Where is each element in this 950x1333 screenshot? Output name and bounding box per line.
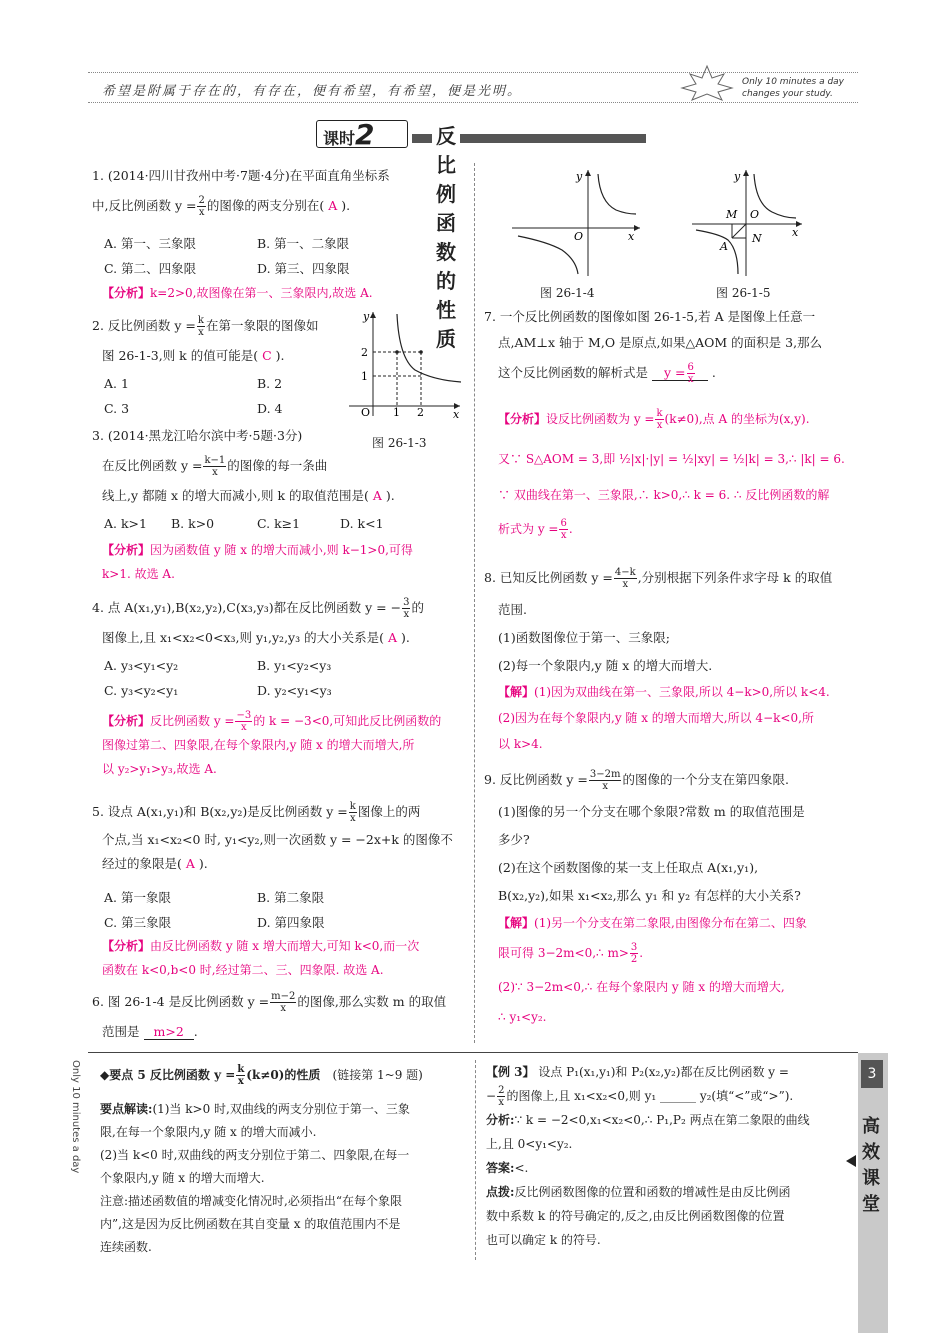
vertical-english: Only 10 minutes a day: [70, 1060, 81, 1174]
svg-text:2: 2: [417, 406, 424, 419]
question-7: 7. 一个反比例函数的图像如图 26-1-5,若 A 是图像上任意一 点,AM⊥x 轴于 M,O 是原点,如果△AOM 的面积是 3,那么 这个反比例函数的解析式是 y = $\frac{6}{x}$ .: [484, 309, 823, 385]
option: A. k>1: [104, 516, 147, 531]
answer: C: [262, 348, 272, 363]
header-motto: 希望是附属于存在的，有存在，便有希望，有希望，便是光明。: [102, 84, 523, 99]
question-9: 9. 反比例函数 y = $\frac{3-2m}{x}$ 的图像的一个分支在第四象限. (1)图像的另一个分支在哪个象限?常数 m 的取值范围是 多少? (2)在这个函数图像的某一支上任取点 A(x₁,y₁), B(x₂,y₂),如果 x₁<x₂,那么 y₁ 和 y₂ 有怎样的大小关系?: [484, 769, 805, 903]
figure-26-1-4: [508, 166, 648, 278]
svg-text:1: 1: [393, 406, 400, 419]
svg-text:O: O: [574, 230, 584, 243]
option: D. 第四象限: [257, 915, 325, 930]
option: D. 第三、四象限: [257, 261, 350, 276]
svg-text:O: O: [361, 406, 371, 419]
maple-leaf-icon: [672, 62, 742, 102]
svg-text:2: 2: [361, 346, 368, 359]
option: A. y₃<y₁<y₂: [104, 658, 179, 673]
option: D. k<1: [340, 516, 384, 531]
page-number: 3: [861, 1060, 883, 1088]
option: C. 第三象限: [104, 915, 172, 930]
answer: A: [328, 198, 338, 213]
svg-text:x: x: [628, 230, 635, 243]
svg-text:x: x: [453, 408, 460, 420]
side-label: 效: [862, 1142, 880, 1163]
triangle-marker-icon: [846, 1155, 856, 1167]
analysis-5: 【分析】由反比例函数 y 随 x 增大而增大,可知 k<0,而一次 函数在 k<0,b<0 时,经过第二、三、四象限. 故选 A.: [102, 939, 420, 977]
question-3: 3. (2014·黑龙江哈尔滨中考·5题·3分) 在反比例函数 y = $\frac{k-1}{x}$ 的图像的每一条曲 线上,y 都随 x 的增大而减小,则 k 的取值范围是( A ).: [92, 428, 395, 503]
solution-8: 【解】(1)因为双曲线在第一、三象限,所以 4−k>0,所以 k<4. (2)因为在每个象限内,y 随 x 的增大而增大,所以 4−k<0,所 以 k>4.: [498, 685, 830, 751]
svg-text:N: N: [752, 232, 762, 245]
header-english: Only 10 minutes a day changes your study.: [742, 77, 845, 99]
svg-text:1: 1: [361, 370, 368, 383]
option: A. 1: [104, 376, 129, 391]
option: C. 第二、四象限: [104, 261, 197, 276]
figure-caption: 图 26-1-3: [372, 436, 427, 450]
analysis-3: 【分析】因为函数值 y 随 x 的增大而减小,则 k−1>0,可得 k>1. 故选 A.: [102, 543, 413, 581]
svg-text:y: y: [363, 310, 370, 323]
option: C. k≥1: [257, 516, 301, 531]
example-3: 【例 3】 设点 P₁(x₁,y₁)和 P₂(x₂,y₂)都在反比例函数 y = − $\frac{2}{x}$ 的图像上,且 x₁<x₂<0,则 y₁ ______ y₂(填“<”或“>”). 分析:∵ k = −2<0,x₁<x₂<0,∴ P₁,P₂ 两点在第二象限的曲线 上,且 0<y₁<y₂. 答案:<. 点拨:反比例函数图像的位置和函数的增减性是由反比例函 数中系数 k 的符号确定的,反之,由反比例函数图像的位置 也可以确定 k 的符号.: [486, 1065, 810, 1247]
figure-26-1-3: [345, 308, 465, 420]
side-label: 高: [862, 1116, 880, 1137]
figure-26-1-5: [688, 166, 808, 278]
side-label: 课: [862, 1168, 880, 1189]
figure-caption: 图 26-1-4: [540, 286, 595, 300]
option: B. k>0: [171, 516, 215, 531]
lesson-badge: 课时2: [316, 120, 408, 148]
question-4: 4. 点 A(x₁,y₁),B(x₂,y₂),C(x₃,y₃)都在反比例函数 y = − $\frac{3}{x}$ 的 图像上,且 x₁<x₂<0<x₃,则 y₁,y₂,y₃ 的大小关系是( A ).: [92, 597, 424, 645]
svg-text:O: O: [750, 208, 760, 221]
svg-text:M: M: [726, 208, 738, 221]
svg-text:A: A: [720, 240, 728, 253]
keypoint-body: 要点解读:(1)当 k>0 时,双曲线的两支分别位于第一、三象 限,在每一个象限内,y 随 x 的增大而减小. (2)当 k<0 时,双曲线的两支分别位于第二、四象限,在每一 个象限内,y 随 x 的增大而增大. 注意:描述函数值的增减变化情况时,必须指出“在每个象限 内”,这是因为反比例函数在其自变量 x 的取值范围内不是 连续函数.: [100, 1102, 410, 1254]
answer: A: [372, 488, 382, 503]
option: B. 第二象限: [257, 890, 325, 905]
analysis-4: 【分析】反比例函数 y = $\frac{-3}{x}$ 的 k = −3<0,可知此反比例函数的 图像过第二、四象限,在每个象限内,y 随 x 的增大而增大,所 以 y₂>y₁>y₃,故选 A.: [102, 710, 442, 776]
keypoint-title: ◆要点 5 反比例函数 y = $\frac{k}{x}$ (k≠0)的性质 (链接第 1~9 题): [100, 1064, 423, 1087]
option: D. 4: [257, 401, 283, 416]
svg-text:x: x: [792, 226, 799, 239]
option: B. 第一、二象限: [257, 236, 350, 251]
question-2: 2. 反比例函数 y = $\frac{k}{x}$ 在第一象限的图像如 图 26-1-3,则 k 的值可能是( C ).: [92, 315, 319, 363]
option: D. y₂<y₁<y₃: [257, 683, 332, 698]
option: B. 2: [257, 376, 283, 391]
answer: A: [387, 630, 397, 645]
option: C. y₃<y₂<y₁: [104, 683, 179, 698]
analysis-7: 【分析】设反比例函数为 y = $\frac{k}{x}$ (k≠0),点 A 的坐标为(x,y). 又∵ S△AOM = 3,即 ½|x|·|y| = ½|xy| = ½|k| = 3,∴ |k| = 6. ∵ 双曲线在第一、三象限,∴ k>0,∴ k = 6. ∴ 反比例函数的解 析式为 y = $\frac{6}{x}$ .: [498, 408, 845, 541]
answer: m>2: [144, 1024, 194, 1040]
question-8: 8. 已知反比例函数 y = $\frac{4-k}{x}$ ,分别根据下列条件求字母 k 的取值 范围. (1)函数图像位于第一、三象限; (2)每一个象限内,y 随 x 的增大而增大.: [484, 567, 833, 673]
question-6: 6. 图 26-1-4 是反比例函数 y = $\frac{m-2}{x}$ 的图像,那么实数 m 的取值 范围是 m>2 .: [92, 991, 447, 1039]
figure-caption: 图 26-1-5: [716, 286, 771, 300]
option: A. 第一象限: [104, 890, 171, 905]
analysis-1: 【分析】k=2>0,故图像在第一、三象限内,故选 A.: [102, 286, 373, 300]
question-5: 5. 设点 A(x₁,y₁)和 B(x₂,y₂)是反比例函数 y = $\frac{k}{x}$ 图像上的两 个点,当 x₁<x₂<0 时, y₁<y₂,则一次函数 y = −2x+k 的图像不 经过的象限是( A ).: [92, 801, 453, 871]
question-1: 1. (2014·四川甘孜州中考·7题·4分)在平面直角坐标系 中,反比例函数 y = $\frac{2}{x}$ 的图像的两支分别在( A ).: [92, 168, 390, 218]
option: A. 第一、三象限: [104, 236, 196, 251]
page-title: 反比例函数的性质: [432, 120, 460, 352]
answer: A: [185, 856, 195, 871]
option: C. 3: [104, 401, 130, 416]
side-label: 堂: [862, 1194, 880, 1215]
svg-text:y: y: [734, 170, 741, 183]
option: B. y₁<y₂<y₃: [257, 658, 332, 673]
solution-9: 【解】(1)另一个分支在第二象限,由图像分布在第二、四象 限可得 3−2m<0,∴ m> $\frac{3}{2}$ . (2)∵ 3−2m<0,∴ 在每个象限内 y 随 x 的增大而增大, ∴ y₁<y₂.: [498, 916, 807, 1024]
svg-text:y: y: [576, 170, 583, 183]
